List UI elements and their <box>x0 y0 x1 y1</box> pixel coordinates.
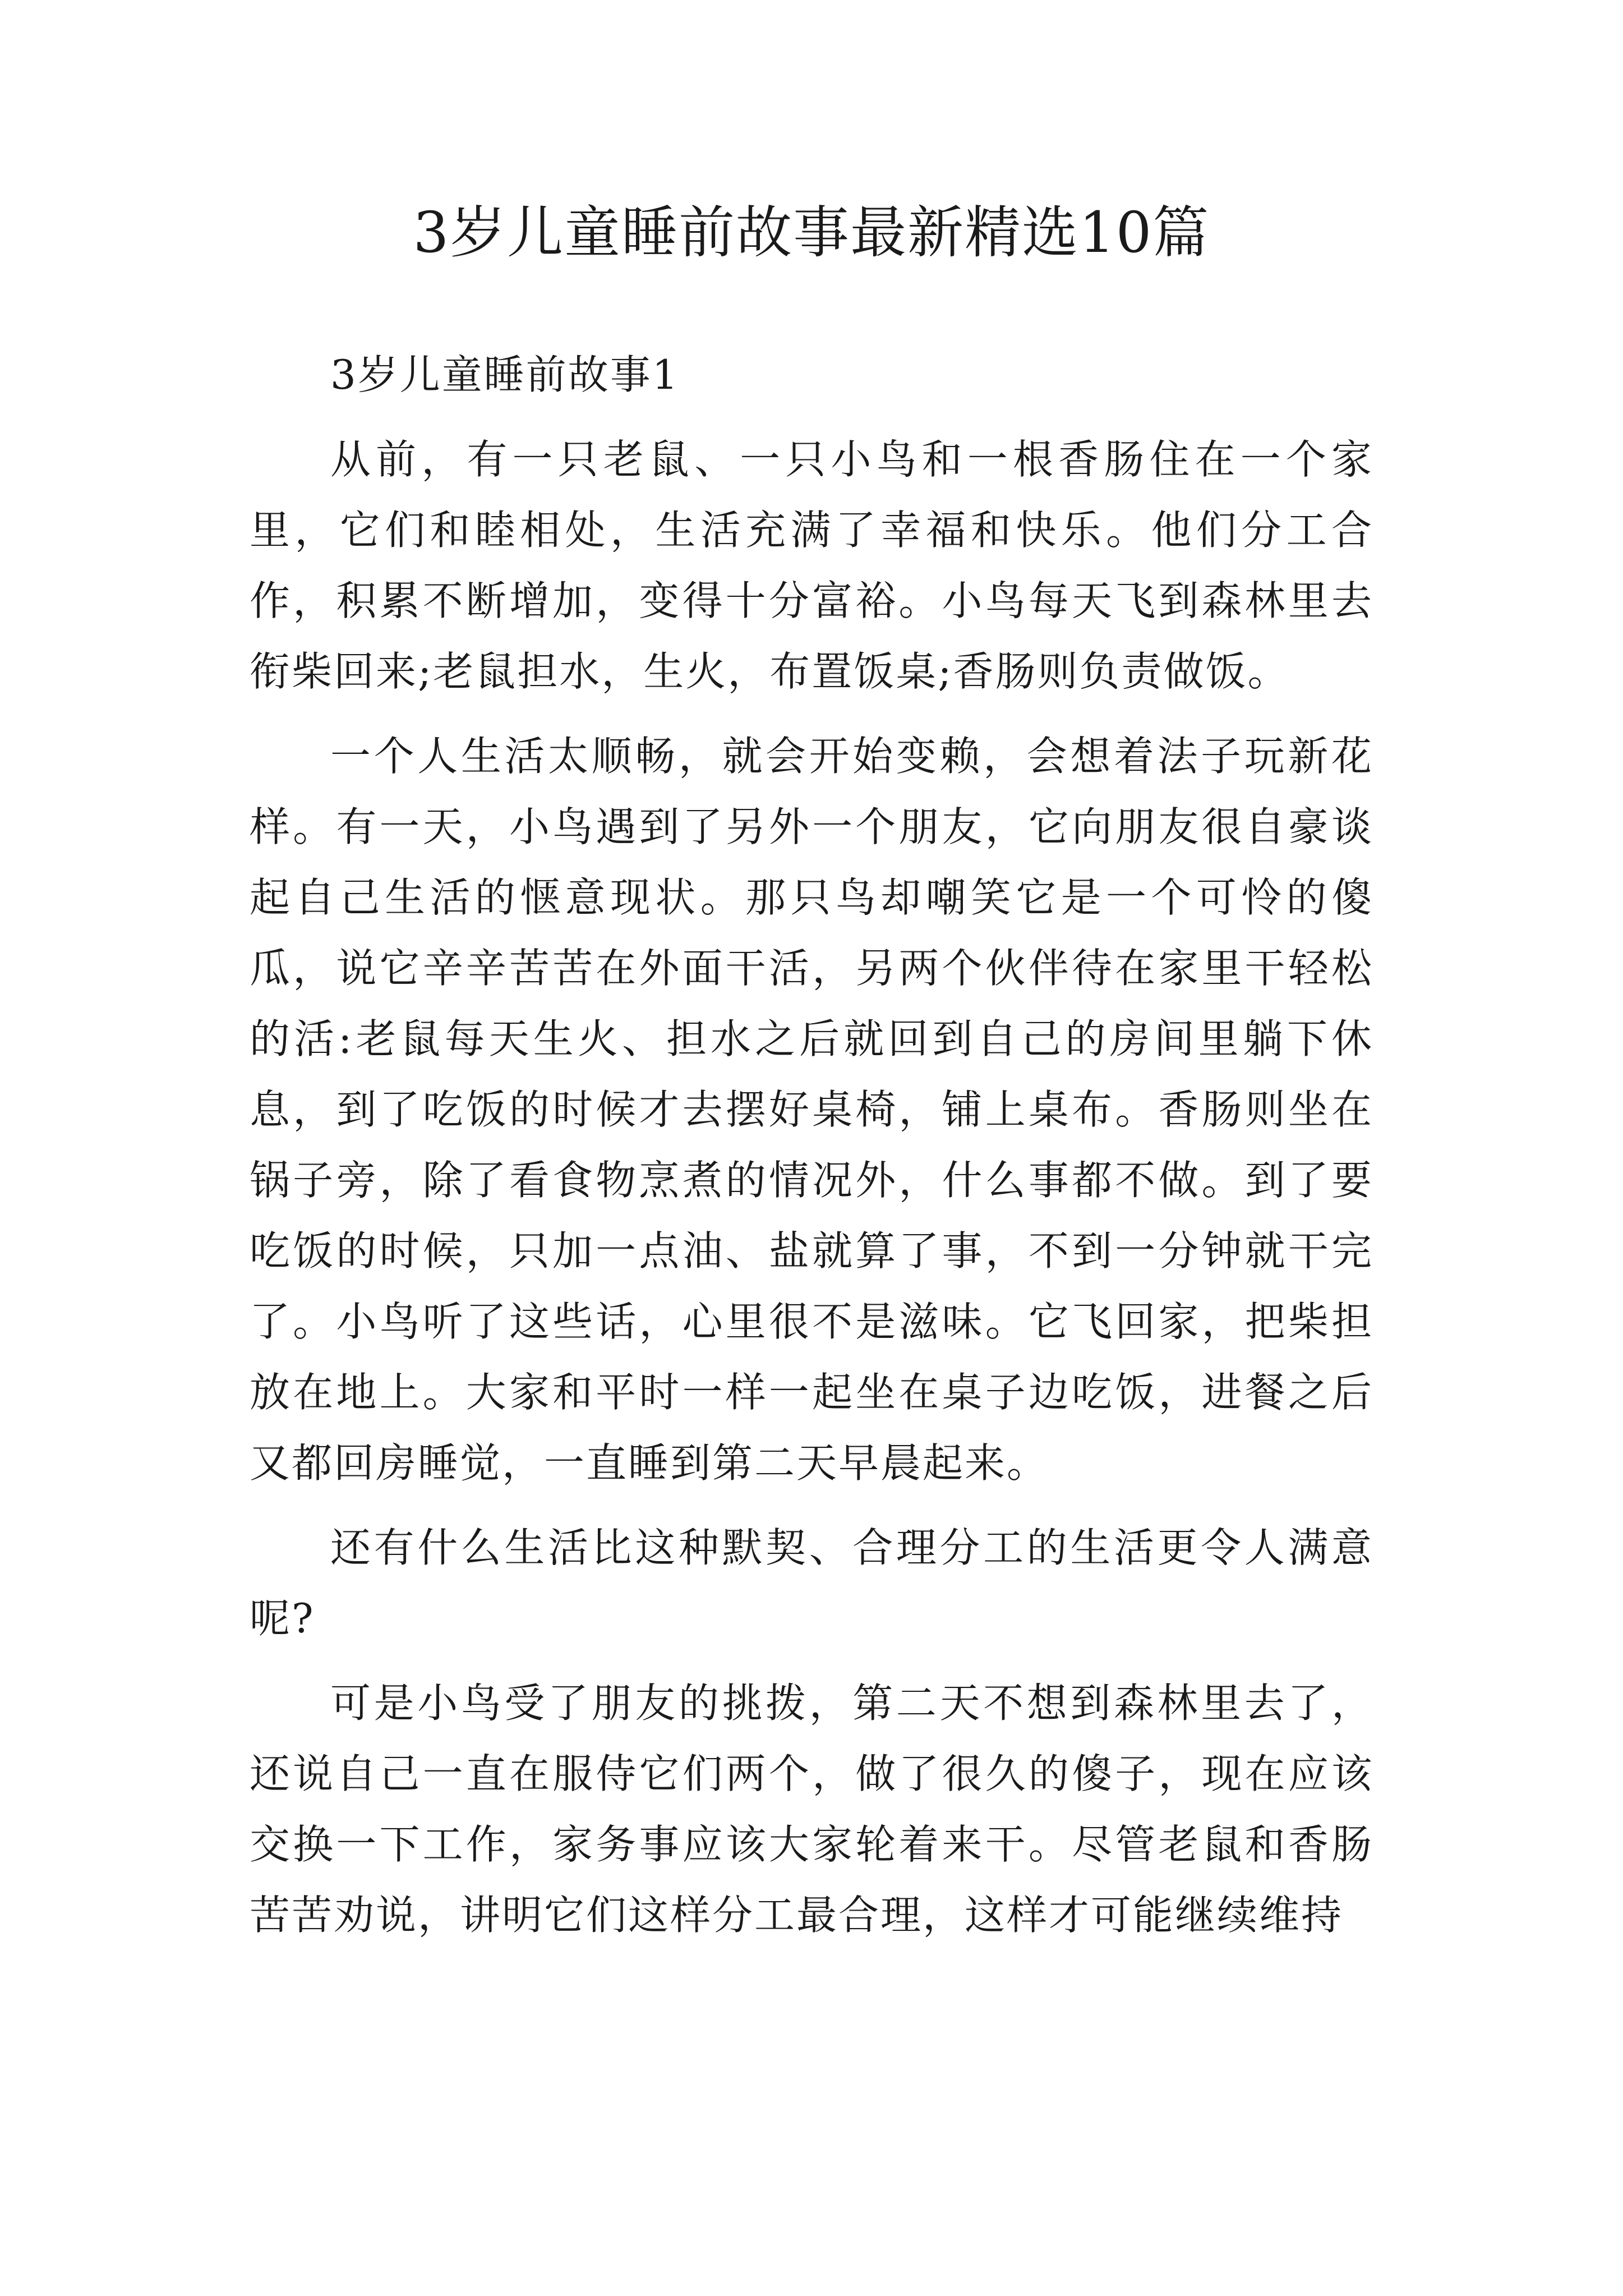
paragraph-1: 从前，有一只老鼠、一只小鸟和一根香肠住在一个家里，它们和睦相处，生活充满了幸福和快乐。他们分工合作，积累不断增加，变得十分富裕。小鸟每天飞到森林里去衔柴回来;老鼠担水，生火，布置饭桌;香肠则负责做饭。 <box>250 436 1373 695</box>
document-body <box>250 339 1373 1964</box>
document-title: 3岁儿童睡前故事最新精选10篇 <box>413 200 1210 265</box>
paragraph-4: 可是小鸟受了朋友的挑拨，第二天不想到森林里去了，还说自己一直在服侍它们两个，做了很久的傻子，现在应该交换一下工作，家务事应该大家轮着来干。尽管老鼠和香肠苦苦劝说，讲明它们这样分工最合理，这样才可能继续维持 <box>250 1680 1373 1939</box>
section-heading: 3岁儿童睡前故事1 <box>330 351 680 398</box>
paragraph-3: 还有什么生活比这种默契、合理分工的生活更令人满意呢? <box>250 1524 1373 1642</box>
paragraph-2: 一个人生活太顺畅，就会开始变赖，会想着法子玩新花样。有一天，小鸟遇到了另外一个朋友，它向朋友很自豪谈起自己生活的惬意现状。那只鸟却嘲笑它是一个可怜的傻瓜，说它辛辛苦苦在外面干活，另两个伙伴待在家里干轻松的活:老鼠每天生火、担水之后就回到自己的房间里躺下休息，到了吃饭的时候才去摆好桌椅，铺上桌布。香肠则坐在锅子旁，除了看食物烹煮的情况外，什么事都不做。到了要吃饭的时候，只加一点油、盐就算了事，不到一分钟就干完了。小鸟听了这些话，心里很不是滋味。它飞回家，把柴担放在地上。大家和平时一样一起坐在桌子边吃饭，进餐之后又都回房睡觉，一直睡到第二天早晨起来。 <box>250 733 1373 1487</box>
